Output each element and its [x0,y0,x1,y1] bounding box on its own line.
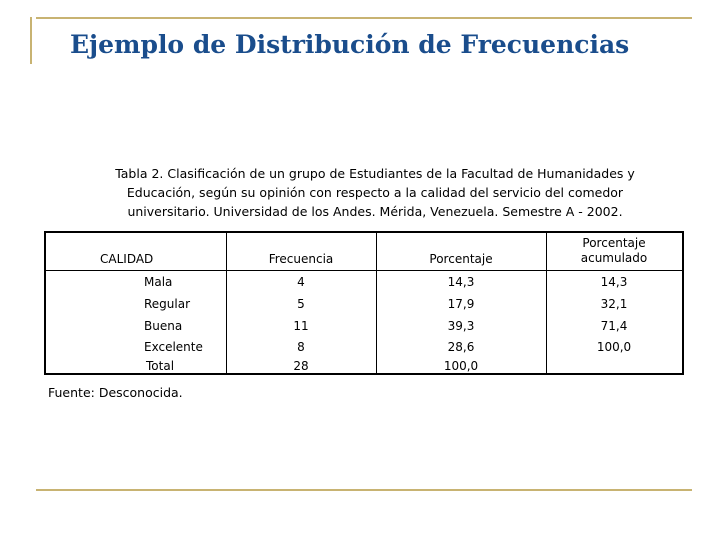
row-acumulado: 71,4 [600,319,628,333]
header-divider [46,270,682,271]
bottom-divider [36,489,692,491]
row-calidad: Regular [144,297,191,311]
left-accent-bar [30,17,32,64]
row-acumulado: 32,1 [600,297,628,311]
caption-line-3: universitario. Universidad de los Andes. Mérida, Venezuela. Semestre A - 2002. [127,204,623,219]
row-frecuencia: 5 [297,297,305,311]
row-porcentaje: 39,3 [447,319,475,333]
row-frecuencia: 11 [293,319,309,333]
header-porcentaje: Porcentaje [429,252,493,266]
row-calidad: Buena [144,319,183,333]
row-acumulado: 100,0 [596,340,632,354]
slide-title: Ejemplo de Distribución de Frecuencias [70,30,630,59]
total-frecuencia: 28 [293,359,309,373]
total-label: Total [146,359,175,373]
header-calidad: CALIDAD [100,252,154,266]
table-caption [60,164,690,221]
total-porcentaje: 100,0 [443,359,479,373]
row-porcentaje: 14,3 [447,275,475,289]
row-frecuencia: 8 [297,340,305,354]
caption-line-1: Tabla 2. Clasificación de un grupo de Estudiantes de la Facultad de Humanidades y [115,166,635,181]
top-divider [36,17,692,19]
row-acumulado: 14,3 [600,275,628,289]
frequency-table [44,231,684,375]
table-source: Fuente: Desconocida. [48,385,183,400]
row-frecuencia: 4 [297,275,305,289]
caption-line-2: Educación, según su opinión con respecto a la calidad del servicio del comedor [126,185,624,200]
row-porcentaje: 28,6 [447,340,475,354]
row-calidad: Mala [144,275,173,289]
row-calidad: Excelente [144,340,203,354]
header-frecuencia: Frecuencia [268,252,334,266]
row-porcentaje: 17,9 [447,297,475,311]
header-acumulado-line2: acumulado [580,251,648,265]
header-acumulado-line1: Porcentaje [582,236,646,250]
